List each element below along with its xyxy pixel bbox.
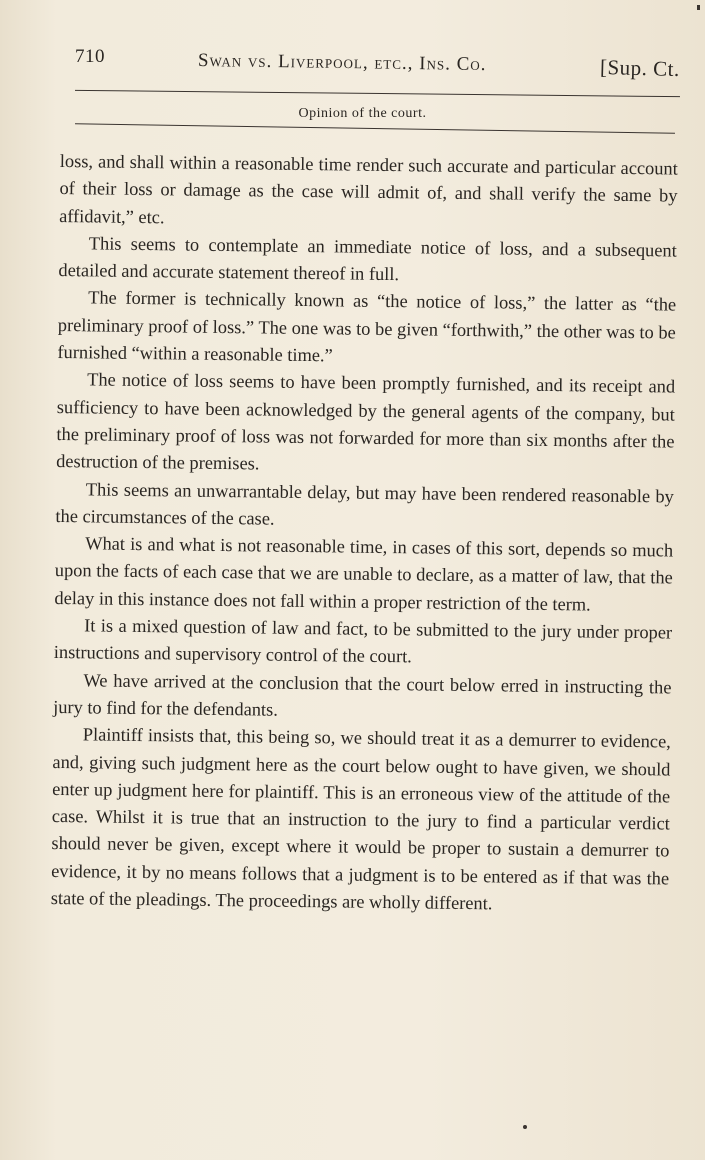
paragraph: The former is technically known as “the notice of loss,” the latter as “the preliminary proof of loss.” The one was to be given “forthwith,” the other was to be furnished “within a reasonable time.”	[57, 287, 677, 366]
page-number: 710	[75, 46, 105, 67]
court-abbreviation: [Sup. Ct.	[599, 54, 681, 82]
paragraph: loss, and shall within a reasonable time render such accurate and particular account of their loss or damage as the case will admit of, and shall verify the same by affidavit,” etc.	[59, 150, 678, 227]
running-title: Swan vs. Liverpool, etc., Ins. Co.	[197, 50, 487, 76]
ink-dot	[523, 1125, 527, 1129]
ink-mark	[697, 5, 700, 10]
paragraph: We have arrived at the conclusion that the court below erred in instructing the jury to find for the defendants.	[53, 669, 672, 720]
page-header	[75, 44, 680, 84]
opinion-heading: Opinion of the court.	[298, 106, 427, 121]
paragraph: It is a mixed question of law and fact, to be submitted to the jury under proper instructions and supervisory control of the court.	[53, 615, 673, 667]
header-rule	[75, 90, 680, 97]
paragraph: Plaintiff insists that, this being so, we should treat it as a demurrer to evidence, and, giving such judgment here as the court below ought to have given, we should enter up judgment here for plaintiff. This is an erroneous view of the attitude of the case. Whilst it is true that an instruction to the jury to find a particular verdict should never be given, except where it would be proper to sustain a demurrer to evidence, it by no means follows that a judgment is to be entered as if that was the state of the pleadings. The proceedings are wholly different.	[50, 724, 671, 914]
paragraph: This seems to contemplate an immediate notice of loss, and a subsequent detailed and accurate statement thereof in full.	[58, 233, 677, 285]
section-rule	[75, 123, 675, 133]
opinion-body	[51, 148, 678, 920]
paragraph: The notice of loss seems to have been promptly furnished, and its receipt and sufficiency to have been acknowledged by the general agents of the company, but the preliminary proof of loss was not forwarded for more than six months after the destruction of the premises.	[56, 369, 676, 474]
paragraph: This seems an unwarrantable delay, but may have been rendered reasonable by the circumstances of the case.	[55, 478, 674, 529]
paragraph: What is and what is not reasonable time, in cases of this sort, depends so much upon the facts of each case that we are unable to declare, as a matter of law, that the delay in this instance does not fall within a proper restriction of the term.	[54, 533, 674, 615]
